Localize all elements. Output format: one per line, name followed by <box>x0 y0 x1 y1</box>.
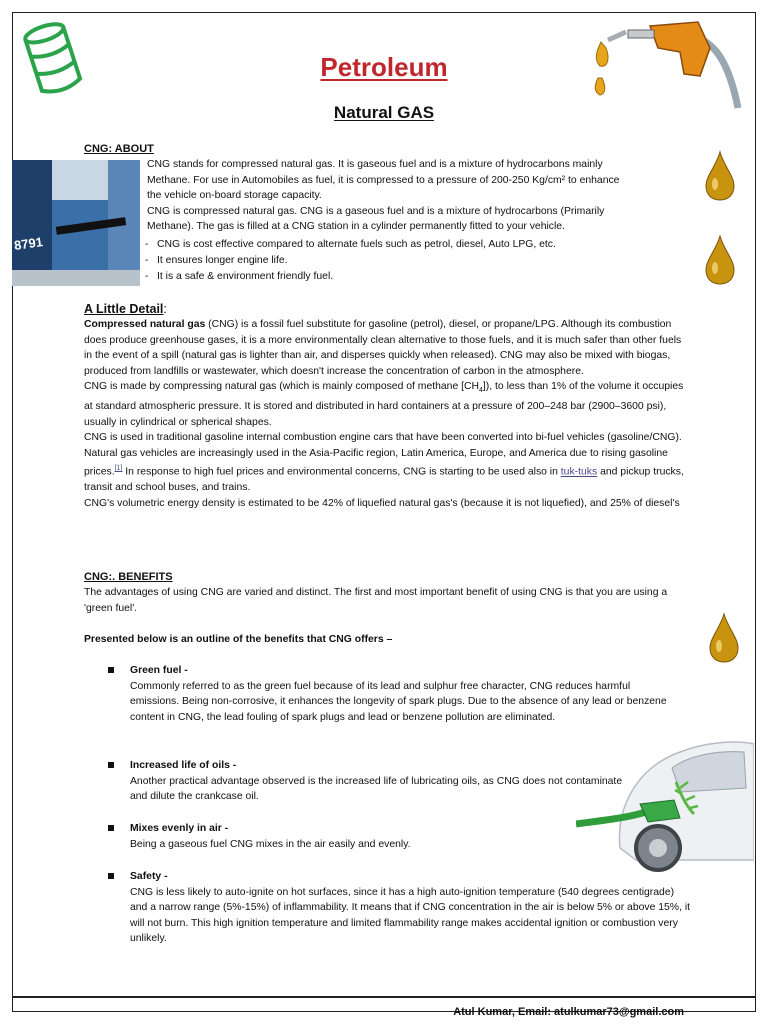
reference-link[interactable]: [1] <box>114 465 123 473</box>
about-line: Methane). The gas is filled at a CNG station in a cylinder permanently fitted to your vehicle. <box>147 221 565 233</box>
detail-text: CNG is made by compressing natural gas (which is mainly composed of methane [CH <box>84 381 480 393</box>
about-bullet: - It is a safe & environment friendly fuel. <box>145 271 334 282</box>
detail-text: CNG is used in traditional gasoline internal combustion engine cars that have been converted into bi-fuel vehicles (gasoline/CNG). Natural gas vehicles are increasingly used in the Asia-Pacific region, Latin America, Europe, and America due to rising gasoline prices. <box>84 432 682 478</box>
detail-paragraph-1 <box>84 317 684 379</box>
detail-heading: A Little Detail <box>84 302 164 316</box>
document-title: Petroleum <box>320 52 448 82</box>
bullet-icon <box>108 762 114 768</box>
eco-car-illustration <box>576 728 754 876</box>
benefit-title: Increased life of oils - <box>130 760 237 771</box>
detail-text: and pickup trucks, transit and school buses, and trains. <box>84 466 684 494</box>
detail-text: In response to high fuel prices and environmental concerns, CNG is starting to be used also in <box>122 466 561 478</box>
benefit-text: Commonly referred to as the green fuel because of its lead and sulphur free character, CNG reduces harmful emissions. Being non-corrosive, it enhances the longevity of spark plugs. Due to the absence of any lead or benzene content in CNG, the lead fouling of spark plugs and lead or benzene pollution are eliminated. <box>130 680 667 723</box>
about-bullet: - It ensures longer engine life. <box>145 255 288 266</box>
cng-term: Compressed natural gas <box>84 319 206 330</box>
detail-paragraph-2 <box>84 379 684 430</box>
about-lines <box>147 157 687 235</box>
benefit-item <box>130 758 630 805</box>
benefit-title: Green fuel - <box>130 665 188 676</box>
benefit-text: CNG is less likely to auto-ignite on hot surfaces, since it has a high auto-ignition temperature (540 degrees centigrade) and a narrow range (5%-15%) of inflammability. It means that if CNG concentration in the air is below 5% or above 15%, it will not burn. This high ignition temperature and limited flammability range makes accidental ignition or combustion very unlikely. <box>130 886 691 945</box>
tuk-tuks-link[interactable]: tuk-tuks <box>560 466 598 478</box>
cng-bus-photo <box>12 160 140 286</box>
benefit-item <box>130 663 680 725</box>
footer-divider <box>12 996 756 998</box>
about-bullet-text: It is a safe & environment friendly fuel. <box>157 271 334 282</box>
bullet-icon <box>108 667 114 673</box>
detail-body <box>84 317 684 512</box>
oil-drop-icon <box>704 234 736 286</box>
footer-author: Atul Kumar, Email: atulkumar73@gmail.com <box>453 1006 684 1018</box>
bullet-icon <box>108 825 114 831</box>
bus-number: 8791 <box>13 234 44 253</box>
benefits-intro: The advantages of using CNG are varied and distinct. The first and most important benefit of using CNG is that you are using a 'green fuel'. <box>84 587 668 614</box>
benefits-outline: Presented below is an outline of the benefits that CNG offers – <box>84 634 393 645</box>
detail-text: ]), to less than 1% of the volume it occupies at standard atmospheric pressure. It is stored and distributed in hard containers at a pressure of 200–248 bar (2900–3600 psi), usually in cylindrical or spherical shapes. <box>84 381 684 428</box>
detail-paragraph-4: CNG's volumetric energy density is estimated to be 42% of liquefied natural gas's (because it is not liquefied), and 25% of diesel's <box>84 498 680 510</box>
benefit-item <box>130 821 600 852</box>
detail-text: (CNG) is a fossil fuel substitute for gasoline (petrol), diesel, or propane/LPG. Although its combustion does produce greenhouse gases, it is a more environmentally clean alternative to those fuels, and it is much safer than other fuels in the event of a spill (natural gas is lighter than air, and disperses quickly when released). CNG may also be mixed with biogas, produced from landfills or wastewater, which doesn't increase the concentration of carbon in the atmosphere. <box>84 319 682 377</box>
detail-heading-row <box>84 300 167 318</box>
detail-paragraph-3 <box>84 430 684 496</box>
about-line: Methane. For use in Automobiles as fuel, it is compressed to a pressure of 200-250 Kg/cm² to enhance <box>147 174 620 186</box>
document-subtitle: Natural GAS <box>333 103 435 122</box>
benefit-title: Safety - <box>130 871 168 882</box>
subscript: 4 <box>479 387 483 395</box>
benefit-item <box>130 869 690 947</box>
about-heading: CNG: ABOUT <box>84 143 154 155</box>
about-line: CNG stands for compressed natural gas. It is gaseous fuel and is a mixture of hydrocarbons mainly <box>147 159 603 170</box>
about-line: the vehicle on-board storage capacity. <box>147 190 322 202</box>
about-bullet-text: CNG is cost effective compared to alternate fuels such as petrol, diesel, Auto LPG, etc. <box>157 239 556 250</box>
about-line: CNG is compressed natural gas. CNG is a gaseous fuel and is a mixture of hydrocarbons (Primarily <box>147 205 605 217</box>
detail-heading-colon: : <box>163 302 167 316</box>
benefits-heading: CNG:. BENEFITS <box>84 571 173 583</box>
about-bullet-text: It ensures longer engine life. <box>157 255 288 266</box>
benefit-text: Another practical advantage observed is the increased life of lubricating oils, as CNG does not contaminate and dilute the crankcase oil. <box>130 775 623 803</box>
oil-drop-icon <box>708 612 740 664</box>
oil-drop-icon <box>704 150 736 202</box>
benefit-text: Being a gaseous fuel CNG mixes in the air easily and evenly. <box>130 838 411 850</box>
bullet-icon <box>108 873 114 879</box>
benefit-title: Mixes evenly in air - <box>130 823 229 834</box>
about-bullet: - CNG is cost effective compared to alternate fuels such as petrol, diesel, Auto LPG, etc. <box>145 239 556 250</box>
